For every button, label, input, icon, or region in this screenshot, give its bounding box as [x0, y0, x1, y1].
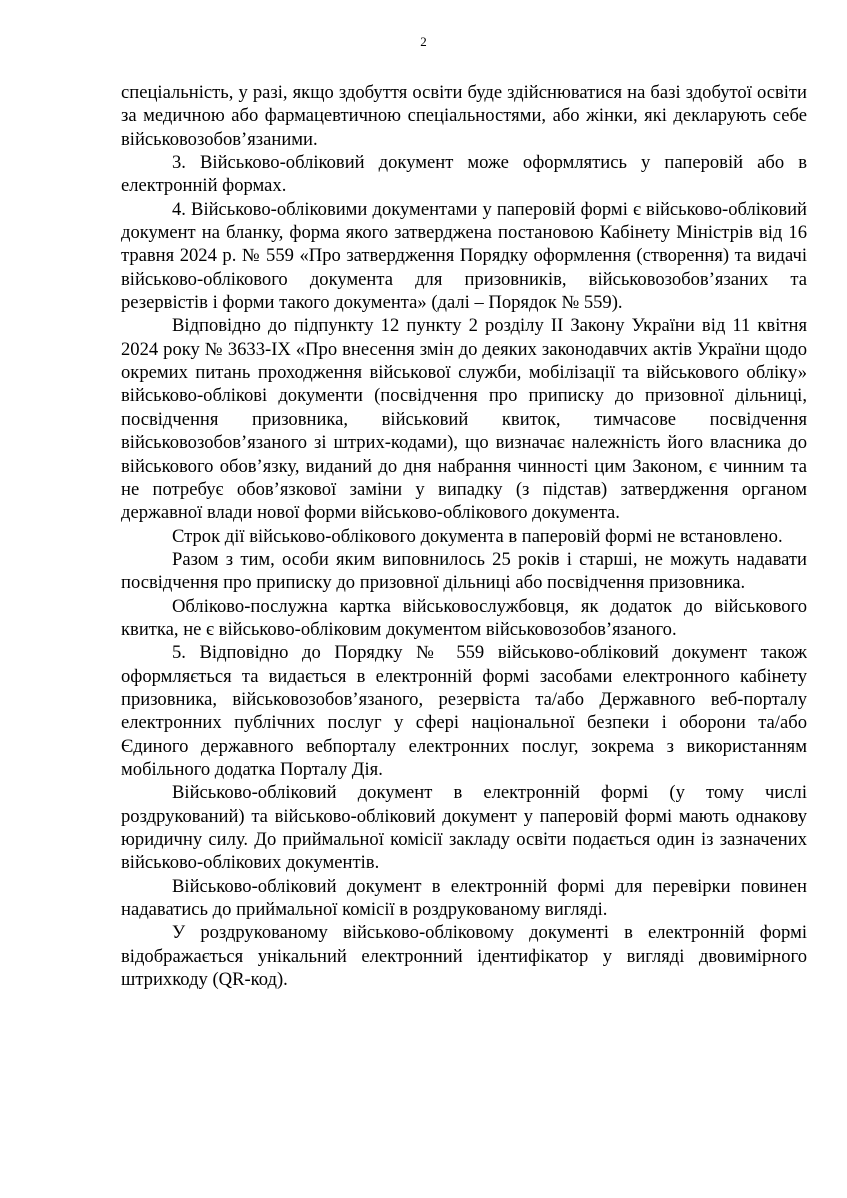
paragraph: Військово-обліковий документ в електронній формі (у тому числі роздрукований) та військово-обліковий документ у паперовій формі мають однакову юридичну силу. До приймальної комісії закладу освіти подається один із зазначених військово-облікових документів.: [121, 782, 807, 874]
paragraph: 4. Військово-обліковими документами у паперовій формі є військово-обліковий документ на бланку, форма якого затверджена постановою Кабінету Міністрів від 16 травня 2024 р. № 559 «Про затвердження Порядку оформлення (створення) та видачі військово-облікового документа для призовників, військовозобов’язаних та резервістів і форми такого документа» (далі – Порядок № 559).: [121, 198, 807, 314]
paragraph: Строк дії військово-облікового документа в паперовій формі не встановлено.: [172, 525, 783, 547]
document-body: [121, 81, 807, 991]
page-number: 2: [420, 34, 427, 49]
paragraph: 5. Відповідно до Порядку № 559 військово-обліковий документ також оформляється та видається в електронній формі засобами електронного кабінету призовника, військовозобов’язаного, резервіста та/або Державного веб-порталу електронних публічних послуг у сфері національної безпеки і оборони та/або Єдиного державного вебпорталу електронних послуг, зокрема з використанням мобільного додатка Порталу Дія.: [121, 642, 807, 780]
paragraph: Військово-обліковий документ в електронній формі для перевірки повинен надаватись до приймальної комісії в роздрукованому вигляді.: [121, 875, 807, 921]
paragraph: 3. Військово-обліковий документ може оформлятись у паперовій або в електронній формах.: [121, 152, 807, 197]
paragraph: У роздрукованому військово-обліковому документі в електронній формі відображається унікальний електронний ідентифікатор у вигляді двовимірного штрихкоду (QR-код).: [121, 922, 807, 991]
paragraph: Разом з тим, особи яким виповнилось 25 років і старші, не можуть надавати посвідчення про приписку до призовної дільниці або посвідчення призовника.: [121, 548, 807, 594]
paragraph: Обліково-послужна картка військовослужбовця, як додаток до військового квитка, не є військово-обліковим документом військовозобов’язаного.: [121, 595, 807, 640]
paragraph: спеціальність, у разі, якщо здобуття освіти буде здійснюватися на базі здобутої освіти за медичною або фармацевтичною спеціальностями, або жінки, які декларують себе військовозобов’язаними.: [121, 82, 807, 150]
paragraph: Відповідно до підпункту 12 пункту 2 розділу II Закону України від 11 квітня 2024 року № 3633-IX «Про внесення змін до деяких законодавчих актів України щодо окремих питань проходження військової служби, мобілізації та військового обліку» військово-облікові документи (посвідчення про приписку до призовної дільниці, посвідчення призовника, військовий квиток, тимчасове посвідчення військовозобов’язаного зі штрих-кодами), що визначає належність його власника до військового обов’язку, виданий до дня набрання чинності цим Законом, є чинним та не потребує обов’язкової заміни у випадку (з підстав) затвердження органом державної влади нової форми військово-облікового документа.: [121, 315, 807, 524]
